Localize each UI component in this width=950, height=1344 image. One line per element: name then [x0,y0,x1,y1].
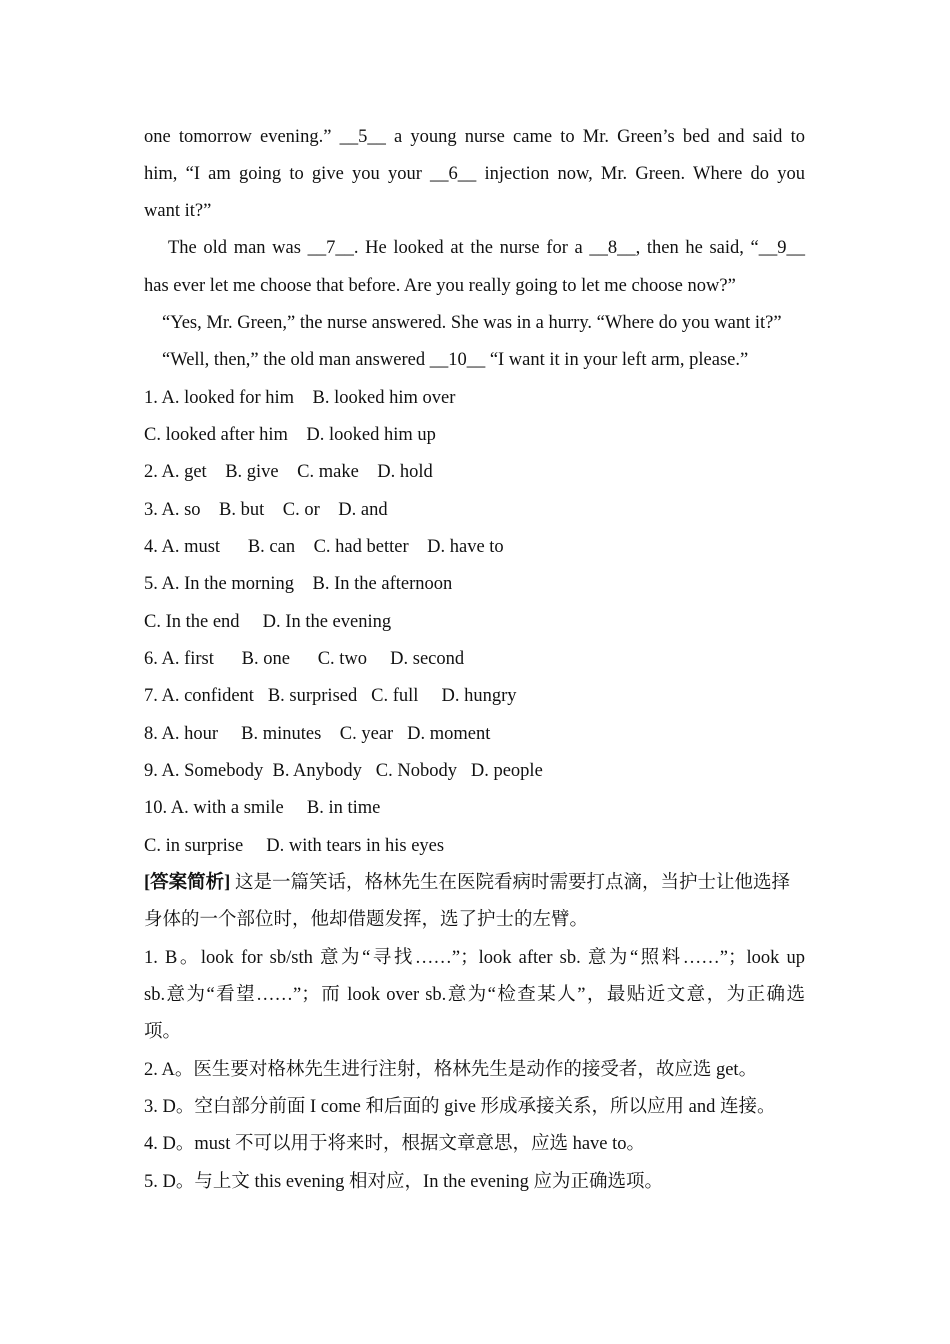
analysis-summary-line [144,871,790,895]
option-line: C. looked after him D. looked him up [144,425,436,445]
answer-line: 3. D。空白部分前面 I come 和后面的 give 形成承接关系，所以应用 and 连接。 [144,1097,776,1117]
answer-line: 2. A。医生要对格林先生进行注射，格林先生是动作的接受者，故应选 get。 [144,1060,758,1080]
answer-line: 5. D。与上文 this evening 相对应，In the evening 应为正确选项。 [144,1172,663,1192]
option-line: 7. A. confident B. surprised C. full D. hungry [144,686,517,706]
analysis-label: [答案简析] [144,873,231,893]
answer-line: 项。 [144,1022,182,1042]
answer-line: sb.意为“看望……”；而 look over sb.意为“检查某人”，最贴近文意，为正确选 [144,985,805,1005]
passage-line: want it?” [144,201,212,221]
analysis-summary-text: 这是一篇笑话，格林先生在医院看病时需要打点滴，当护士让他选择 [230,873,790,893]
option-line: 2. A. get B. give C. make D. hold [144,462,433,482]
passage-line: The old man was __7__. He looked at the nurse for a __8__, then he said, “__9__ [168,238,805,258]
analysis-summary-line: 身体的一个部位时，他却借题发挥，选了护士的左臂。 [144,910,589,930]
option-line: 1. A. looked for him B. looked him over [144,388,456,408]
passage-line: him, “I am going to give you your __6__ injection now, Mr. Green. Where do you [144,164,805,184]
option-line: 8. A. hour B. minutes C. year D. moment [144,724,491,744]
answer-line: 1. B。look for sb/sth 意为“寻找……”；look after sb. 意为“照料……”；look up [144,948,805,968]
passage-line: one tomorrow evening.” __5__ a young nurse came to Mr. Green’s bed and said to [144,127,805,147]
option-line: C. in surprise D. with tears in his eyes [144,836,445,856]
option-line: 10. A. with a smile B. in time [144,798,381,818]
option-line: 3. A. so B. but C. or D. and [144,500,388,520]
passage-line: “Well, then,” the old man answered __10__ “I want it in your left arm, please.” [162,350,749,370]
option-line: C. In the end D. In the evening [144,612,392,632]
option-line: 4. A. must B. can C. had better D. have to [144,537,504,557]
passage-line: has ever let me choose that before. Are you really going to let me choose now?” [144,276,736,296]
answer-line: 4. D。must 不可以用于将来时，根据文章意思，应选 have to。 [144,1134,646,1154]
option-line: 5. A. In the morning B. In the afternoon [144,574,453,594]
option-line: 6. A. first B. one C. two D. second [144,649,465,669]
option-line: 9. A. Somebody B. Anybody C. Nobody D. people [144,761,543,781]
passage-line: “Yes, Mr. Green,” the nurse answered. She was in a hurry. “Where do you want it?” [162,313,782,333]
